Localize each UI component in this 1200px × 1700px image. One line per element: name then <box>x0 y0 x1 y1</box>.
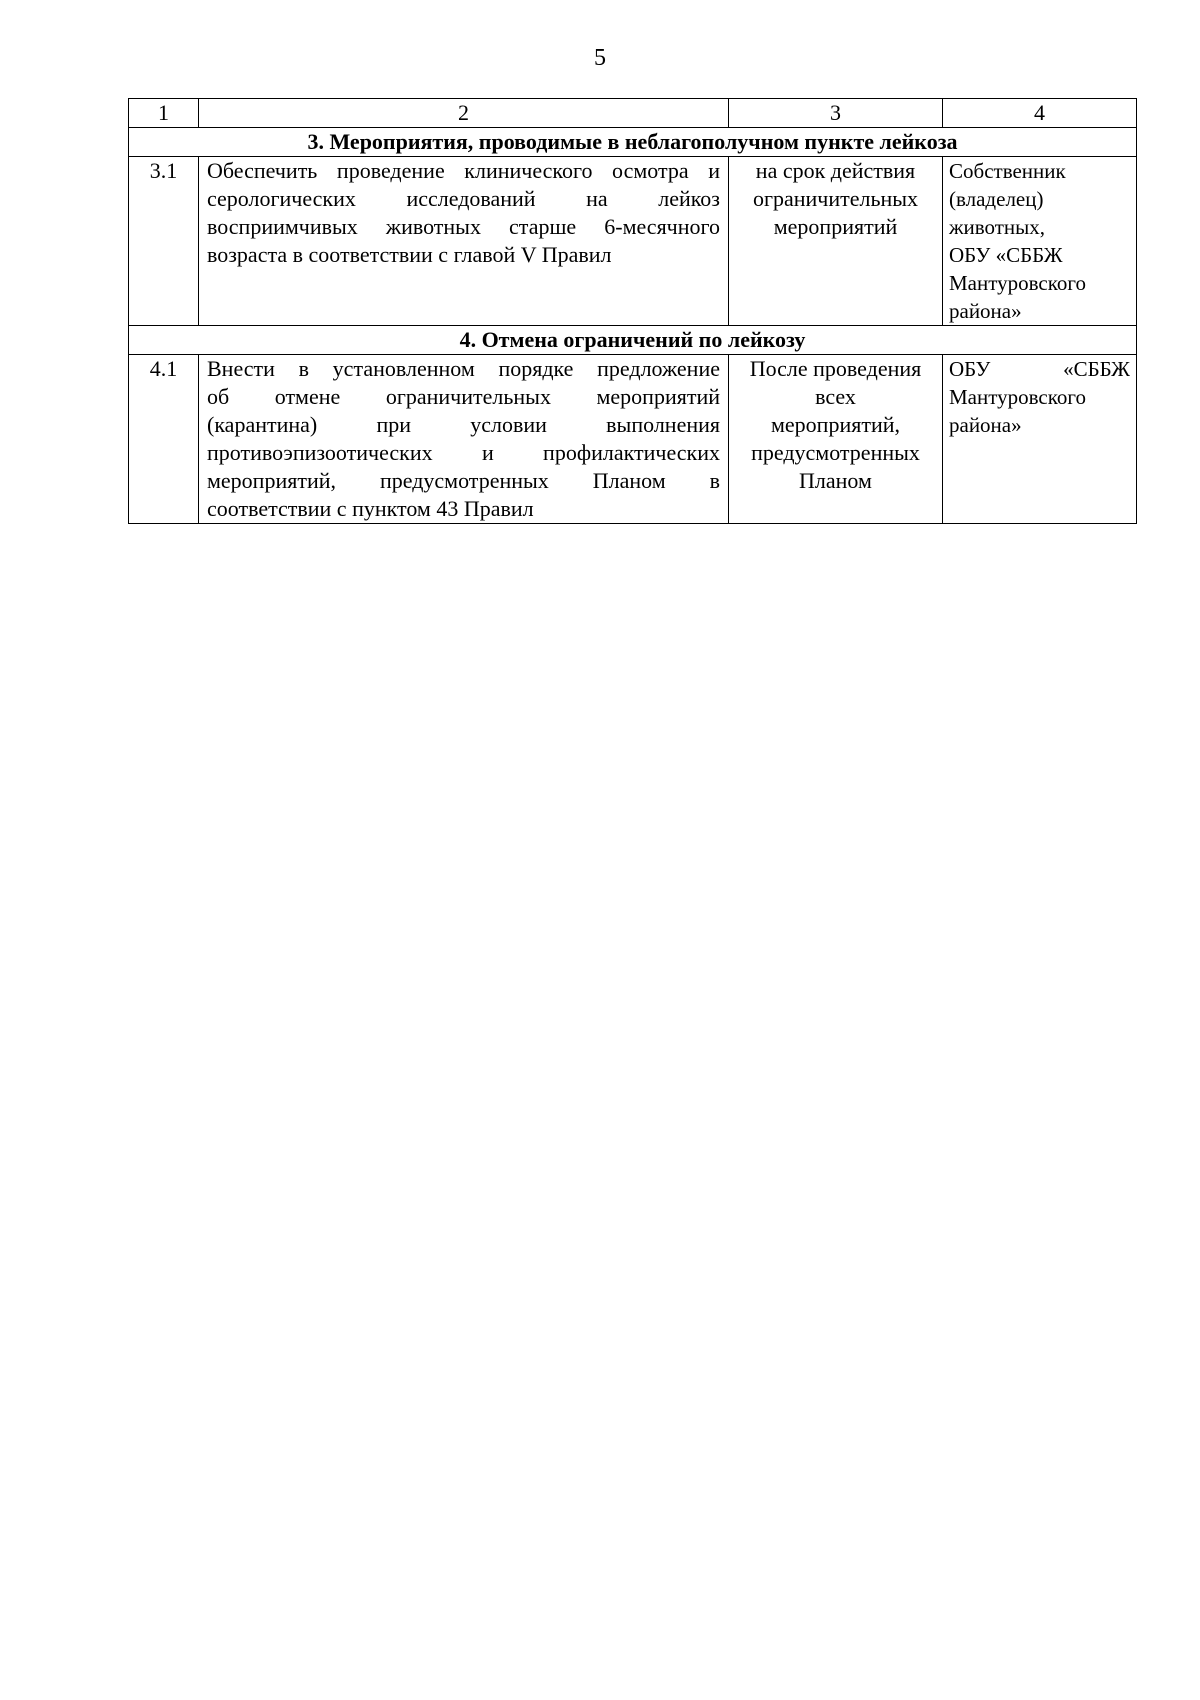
section-row-4 <box>129 326 1137 355</box>
measure-term <box>729 355 943 524</box>
term-line: всех <box>815 384 856 409</box>
responsible-line: (владелец) <box>949 187 1044 211</box>
term-line: ограничительных <box>752 186 919 211</box>
page-number: 5 <box>594 45 606 71</box>
row-number: 4.1 <box>129 355 199 524</box>
responsible-line: Собственник <box>949 159 1066 183</box>
table-row <box>129 355 1137 524</box>
measure-responsible <box>943 355 1137 524</box>
description-line: Обеспечить проведение клинического осмотра и <box>207 158 720 183</box>
responsible-line: животных, <box>949 215 1046 239</box>
description-line: противоэпизоотических и профилактических <box>207 440 720 465</box>
responsible-line: ОБУ «СББЖ <box>949 243 1063 267</box>
term-line: мероприятий, <box>770 412 900 437</box>
section-row-3 <box>129 128 1137 157</box>
measure-description <box>199 157 729 326</box>
term-line: на срок действия <box>755 158 916 183</box>
term-line: предусмотренных <box>751 440 920 465</box>
responsible-line: района» <box>949 413 1022 437</box>
description-line: восприимчивых животных старше 6-месячного <box>207 214 720 239</box>
column-header-1: 1 <box>129 99 199 128</box>
description-line: об отмене ограничительных мероприятий <box>207 384 720 409</box>
term-line: Планом <box>799 468 872 493</box>
column-header-3: 3 <box>729 99 943 128</box>
term-line: После проведения <box>749 356 922 381</box>
responsible-line: Мантуровского <box>949 271 1086 295</box>
section-title-4: 4. Отмена ограничений по лейкозу <box>129 326 1137 355</box>
responsible-line: ОБУ «СББЖ <box>949 357 1130 381</box>
column-header-4: 4 <box>943 99 1137 128</box>
term-line: мероприятий <box>773 214 898 239</box>
column-header-2: 2 <box>199 99 729 128</box>
section-title-3: 3. Мероприятия, проводимые в неблагополучном пункте лейкоза <box>129 128 1137 157</box>
table-header-row <box>129 99 1137 128</box>
description-line: Внести в установленном порядке предложение <box>207 356 720 381</box>
description-line: (карантина) при условии выполнения <box>207 412 720 437</box>
description-line: возраста в соответствии с главой V Правил <box>207 242 612 267</box>
table-row <box>129 157 1137 326</box>
description-line: мероприятий, предусмотренных Планом в <box>207 468 720 493</box>
row-number: 3.1 <box>129 157 199 326</box>
measures-table <box>128 98 1137 524</box>
measure-responsible <box>943 157 1137 326</box>
description-line: соответствии с пунктом 43 Правил <box>207 496 534 521</box>
description-line: серологических исследований на лейкоз <box>207 186 720 211</box>
responsible-line: района» <box>949 299 1022 323</box>
responsible-line: Мантуровского <box>949 385 1086 409</box>
measure-description <box>199 355 729 524</box>
measure-term <box>729 157 943 326</box>
